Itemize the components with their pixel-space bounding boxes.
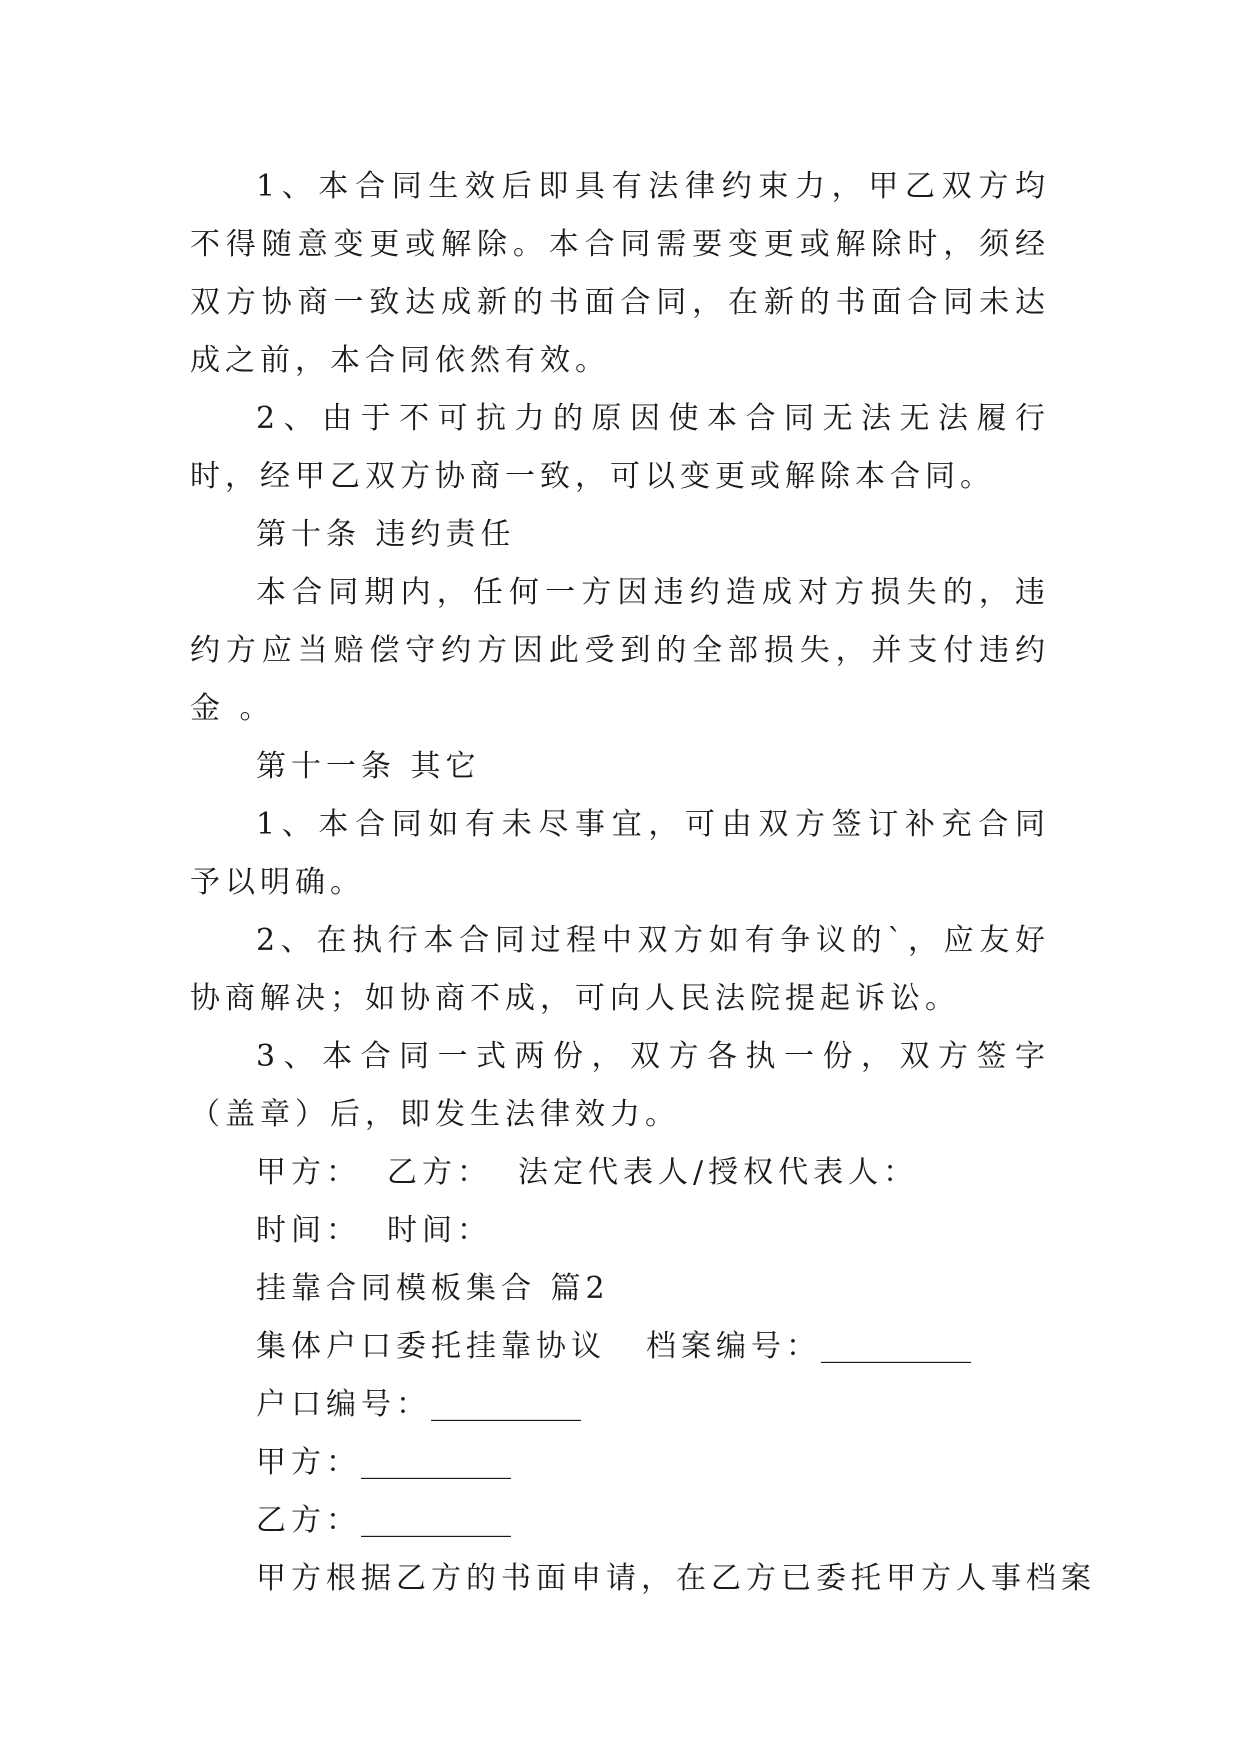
- signature-line: [190, 1144, 1050, 1202]
- document-body: [190, 158, 1096, 1608]
- party-a-blank: __________: [361, 1445, 511, 1480]
- party-b-label: 乙方：: [256, 1503, 361, 1538]
- paragraph-modification-clause: 1、本合同生效后即具有法律约束力，甲乙双方均不得随意变更或解除。本合同需要变更或解除时，须经双方协商一致达成新的书面合同，在新的书面合同未达成之前，本合同依然有效。: [190, 169, 1050, 378]
- household-number-blank: __________: [431, 1387, 581, 1422]
- heading-article-10: 第十条 违约责任: [256, 517, 516, 552]
- household-number-line: [190, 1376, 1050, 1434]
- agreement-title: 集体户口委托挂靠协议: [256, 1329, 606, 1364]
- party-a-line: [190, 1434, 1050, 1492]
- party-a-signature-label: 甲方：: [256, 1155, 361, 1190]
- paragraph-dispute: 2、在执行本合同过程中双方如有争议的`，应友好协商解决；如协商不成，可向人民法院提起诉讼。: [190, 923, 1050, 1016]
- household-number-label: 户口编号：: [256, 1387, 431, 1422]
- paragraph-liability: 本合同期内，任何一方因违约造成对方损失的，违约方应当赔偿守约方因此受到的全部损失，并支付违约金 。: [190, 575, 1050, 726]
- time-a-label: 时间：: [256, 1213, 361, 1248]
- party-a-label: 甲方：: [256, 1445, 361, 1480]
- archive-number-blank: __________: [821, 1329, 971, 1364]
- time-line: [190, 1202, 1050, 1260]
- party-b-signature-label: 乙方：: [387, 1155, 492, 1190]
- heading-article-11: 第十一条 其它: [256, 749, 481, 784]
- agreement-title-line: [190, 1318, 1050, 1376]
- paragraph-copies: 3、本合同一式两份，双方各执一份，双方签字（盖章）后，即发生法律效力。: [190, 1039, 1050, 1132]
- party-b-line: [190, 1492, 1050, 1550]
- representative-label: 法定代表人/授权代表人：: [518, 1155, 919, 1190]
- section-title: 挂靠合同模板集合 篇2: [256, 1271, 610, 1306]
- archive-number-label: 档案编号：: [646, 1329, 821, 1364]
- paragraph-supplement: 1、本合同如有未尽事宜，可由双方签订补充合同予以明确。: [190, 807, 1050, 900]
- time-b-label: 时间：: [387, 1213, 492, 1248]
- paragraph-force-majeure: 2、由于不可抗力的原因使本合同无法无法履行时，经甲乙双方协商一致，可以变更或解除本合同。: [190, 401, 1050, 494]
- agreement-body-start: 甲方根据乙方的书面申请，在乙方已委托甲方人事档案: [256, 1561, 1096, 1596]
- party-b-blank: __________: [361, 1503, 511, 1538]
